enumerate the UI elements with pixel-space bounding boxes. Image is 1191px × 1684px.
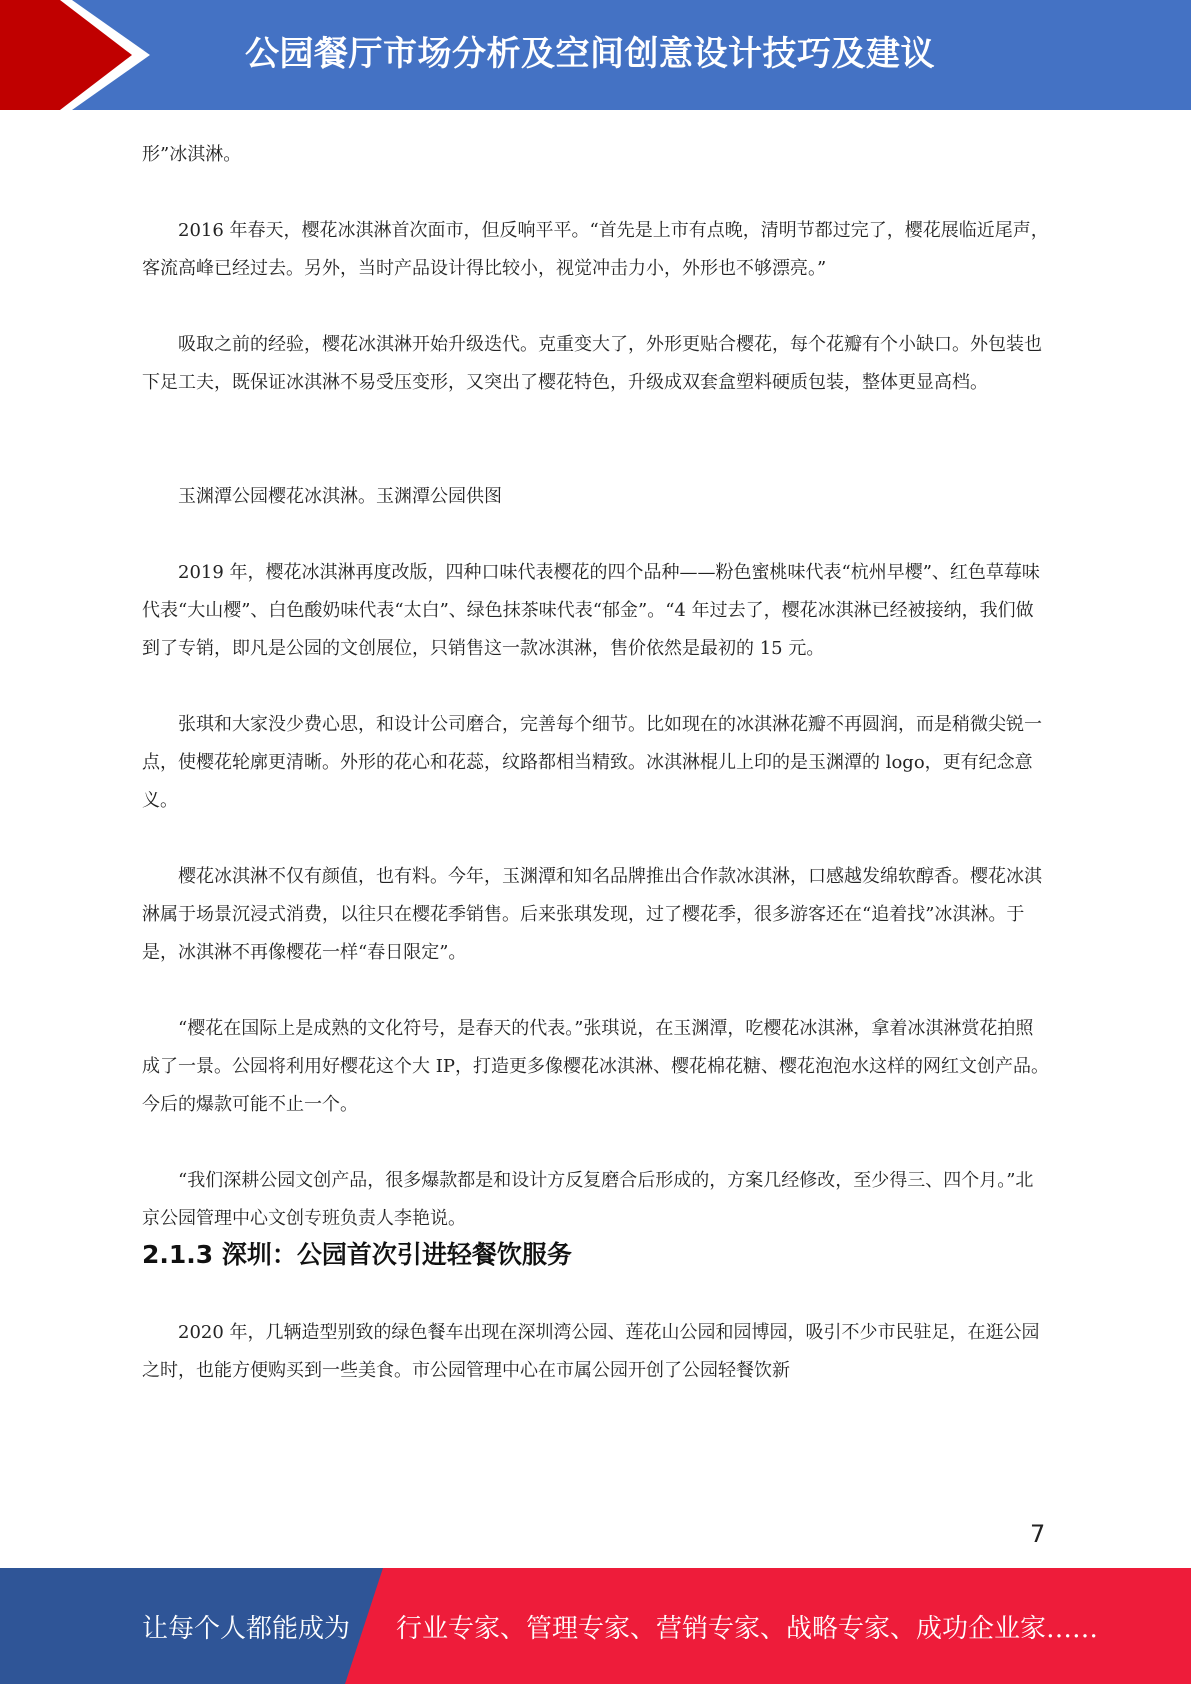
- body-paragraph: 吸取之前的经验，樱花冰淇淋开始升级迭代。克重变大了，外形更贴合樱花，每个花瓣有个小缺口。外包装也下足工夫，既保证冰淇淋不易受压变形，又突出了樱花特色，升级成双套盒塑料硬质包装，整体更显高档。: [142, 334, 1042, 393]
- page-number: 7: [1030, 1520, 1046, 1548]
- body-paragraph: 2020 年，几辆造型别致的绿色餐车出现在深圳湾公园、莲花山公园和园博园，吸引不少市民驻足，在逛公园之时，也能方便购买到一些美食。市公园管理中心在市属公园开创了公园轻餐饮新: [142, 1322, 1040, 1381]
- body-paragraph: 2016 年春天，樱花冰淇淋首次面市，但反响平平。“首先是上市有点晚，清明节都过完了，樱花展临近尾声，客流高峰已经过去。另外，当时产品设计得比较小，视觉冲击力小，外形也不够漂亮。”: [142, 220, 1049, 279]
- document-title: 公园餐厅市场分析及空间创意设计技巧及建议: [245, 34, 935, 74]
- document-body: [142, 136, 1050, 1390]
- body-paragraph: 张琪和大家没少费心思，和设计公司磨合，完善每个细节。比如现在的冰淇淋花瓣不再圆润，而是稍微尖锐一点，使樱花轮廓更清晰。外形的花心和花蕊，纹路都相当精致。冰淇淋棍儿上印的是玉渊潭的 logo，更有纪念意义。: [142, 714, 1042, 811]
- body-paragraph: 樱花冰淇淋不仅有颜值，也有料。今年，玉渊潭和知名品牌推出合作款冰淇淋，口感越发绵软醇香。樱花冰淇淋属于场景沉浸式消费，以往只在樱花季销售。后来张琪发现，过了樱花季，很多游客还在“追着找”冰淇淋。于是，冰淇淋不再像樱花一样“春日限定”。: [142, 866, 1042, 963]
- image-caption: 玉渊潭公园樱花冰淇淋。玉渊潭公园供图: [178, 486, 502, 507]
- footer-slogan-left: 让每个人都能成为: [142, 1614, 351, 1644]
- body-paragraph: “樱花在国际上是成熟的文化符号，是春天的代表。”张琪说，在玉渊潭，吃樱花冰淇淋，拿着冰淇淋赏花拍照成了一景。公园将利用好樱花这个大 IP，打造更多像樱花冰淇淋、樱花棉花糖、樱花泡泡水这样的网红文创产品。今后的爆款可能不止一个。: [142, 1018, 1049, 1115]
- body-paragraph: 形”冰淇淋。: [142, 144, 242, 165]
- page-footer: [0, 1568, 1191, 1684]
- page-header: [0, 0, 1191, 110]
- footer-slogan-right: 行业专家、管理专家、营销专家、战略专家、成功企业家……: [396, 1614, 1099, 1644]
- body-paragraph: 2019 年，樱花冰淇淋再度改版，四种口味代表樱花的四个品种——粉色蜜桃味代表“杭州早樱”、红色草莓味代表“大山樱”、白色酸奶味代表“太白”、绿色抹茶味代表“郁金”。“4 年过去了，樱花冰淇淋已经被接纳，我们做到了专销，即凡是公园的文创展位，只销售这一款冰淇淋，售价依然是最初的 15 元。: [142, 562, 1040, 659]
- body-paragraph: “我们深耕公园文创产品，很多爆款都是和设计方反复磨合后形成的，方案几经修改，至少得三、四个月。”北京公园管理中心文创专班负责人李艳说。: [142, 1170, 1034, 1229]
- section-heading: 2.1.3 深圳：公园首次引进轻餐饮服务: [142, 1240, 572, 1269]
